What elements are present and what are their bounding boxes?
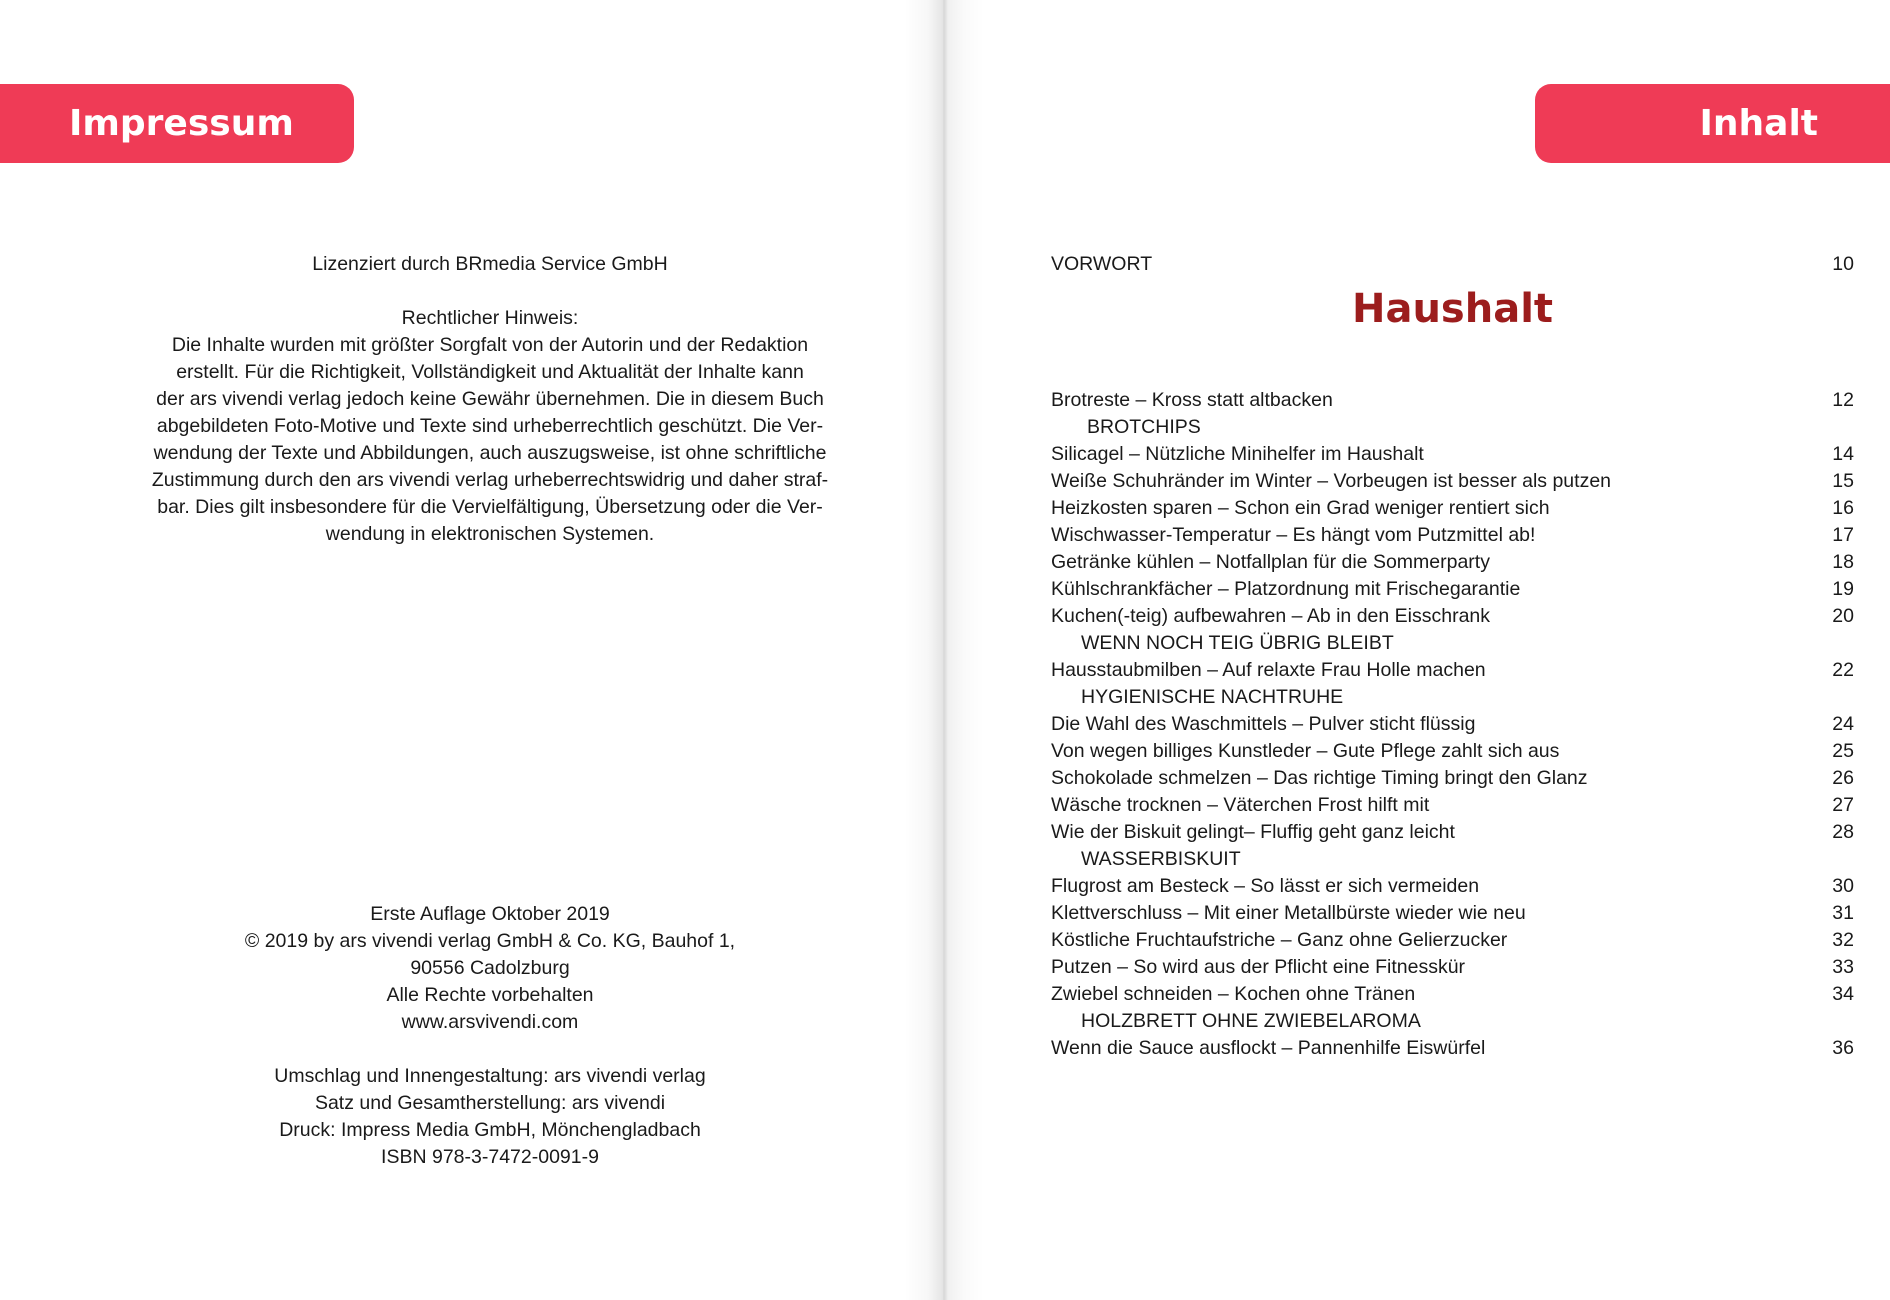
toc-entry-title: Klettverschluss – Mit einer Metallbürste wieder wie neu <box>1051 902 1526 924</box>
toc-entry <box>1051 927 1854 954</box>
toc-entry-title: VORWORT <box>1051 253 1153 275</box>
toc-entry <box>1051 819 1854 846</box>
toc-entry <box>1051 900 1854 927</box>
legal-notice-block <box>120 251 860 548</box>
imprint-tab-label: Impressum <box>69 103 294 144</box>
imprint-tab <box>0 84 354 163</box>
toc-subentry-title: HOLZBRETT OHNE ZWIEBELAROMA <box>1081 1010 1421 1032</box>
rights-line: Alle Rechte vorbehalten <box>386 984 594 1006</box>
toc-subentry-title: HYGIENISCHE NACHTRUHE <box>1081 686 1344 708</box>
toc-entry-page: 19 <box>1832 578 1854 600</box>
toc-subentry <box>1051 414 1854 441</box>
toc-entry-page: 15 <box>1832 470 1854 492</box>
toc-subentry-title: WASSERBISKUIT <box>1081 848 1241 870</box>
toc-entry-title: Flugrost am Besteck – So lässt er sich vermeiden <box>1051 875 1480 897</box>
toc-entry <box>1051 549 1854 576</box>
toc-entry-page: 14 <box>1832 443 1854 465</box>
license-line: Lizenziert durch BRmedia Service GmbH <box>312 253 668 275</box>
toc-entry-title: Weiße Schuhränder im Winter – Vorbeugen ist besser als putzen <box>1051 470 1612 492</box>
website-line: www.arsvivendi.com <box>401 1011 579 1033</box>
toc-entry <box>1051 981 1854 1008</box>
print-line: Druck: Impress Media GmbH, Mönchengladbach <box>279 1119 701 1141</box>
section-title: Haushalt <box>1351 286 1554 332</box>
toc-entry <box>1051 1035 1854 1062</box>
toc-entry-title: Wischwasser-Temperatur – Es hängt vom Putzmittel ab! <box>1051 524 1536 546</box>
toc-entry-page: 36 <box>1832 1037 1854 1059</box>
publication-info-block <box>120 901 860 1171</box>
toc-entry-page: 24 <box>1832 713 1854 735</box>
toc-entry-page: 34 <box>1832 983 1854 1005</box>
toc-entry <box>1051 603 1854 630</box>
isbn-line: ISBN 978-3-7472-0091-9 <box>381 1146 599 1168</box>
toc-entry <box>1051 387 1854 414</box>
address-line: 90556 Cadolzburg <box>410 957 570 979</box>
preface-block <box>1051 251 1854 278</box>
toc-entry-page: 18 <box>1832 551 1854 573</box>
toc-entry <box>1051 657 1854 684</box>
contents-page <box>944 0 1890 1300</box>
legal-line: Zustimmung durch den ars vivendi verlag urheberrechtswidrig und daher straf- <box>151 469 829 491</box>
toc-entry-title: Wenn die Sauce ausflockt – Pannenhilfe Eiswürfel <box>1051 1037 1486 1059</box>
toc-entry-page: 12 <box>1832 389 1854 411</box>
toc-entry-title: Kühlschrankfächer – Platzordnung mit Frischegarantie <box>1051 578 1521 600</box>
toc-subentry <box>1051 846 1854 873</box>
toc-entry <box>1051 441 1854 468</box>
toc-subentry <box>1051 630 1854 657</box>
section-heading-block <box>1051 282 1854 342</box>
toc-entry <box>1051 873 1854 900</box>
cover-design-line: Umschlag und Innengestaltung: ars vivendi verlag <box>274 1065 706 1087</box>
toc-subentry <box>1051 1008 1854 1035</box>
toc-entry <box>1051 792 1854 819</box>
typesetting-line: Satz und Gesamtherstellung: ars vivendi <box>314 1092 666 1114</box>
toc-entry <box>1051 765 1854 792</box>
toc-entry-title: Von wegen billiges Kunstleder – Gute Pflege zahlt sich aus <box>1051 740 1560 762</box>
legal-heading: Rechtlicher Hinweis: <box>401 307 579 329</box>
contents-tab-label: Inhalt <box>1699 103 1818 144</box>
toc-entry-title: Brotreste – Kross statt altbacken <box>1051 389 1333 411</box>
toc-entry-title: Kuchen(-teig) aufbewahren – Ab in den Eisschrank <box>1051 605 1491 627</box>
toc-entry-title: Hausstaubmilben – Auf relaxte Frau Holle machen <box>1051 659 1486 681</box>
toc-entry-title: Köstliche Fruchtaufstriche – Ganz ohne Gelierzucker <box>1051 929 1508 951</box>
toc-subentry <box>1051 684 1854 711</box>
legal-line: abgebildeten Foto-Motive und Texte sind urheberrechtlich geschützt. Die Ver- <box>156 415 824 437</box>
toc-entry <box>1051 576 1854 603</box>
copyright-line: © 2019 by ars vivendi verlag GmbH & Co. KG, Bauhof 1, <box>244 930 736 952</box>
toc-entry <box>1051 522 1854 549</box>
toc-entry-page: 10 <box>1832 253 1854 275</box>
toc-entry-title: Schokolade schmelzen – Das richtige Timing bringt den Glanz <box>1051 767 1588 789</box>
toc-entry-page: 16 <box>1832 497 1854 519</box>
toc-entry-page: 20 <box>1832 605 1854 627</box>
table-of-contents <box>1051 387 1854 1062</box>
legal-line: Die Inhalte wurden mit größter Sorgfalt von der Autorin und der Redaktion <box>171 334 809 356</box>
toc-entry-page: 26 <box>1832 767 1854 789</box>
toc-entry-page: 17 <box>1832 524 1854 546</box>
toc-entry-page: 28 <box>1832 821 1854 843</box>
toc-entry-page: 25 <box>1832 740 1854 762</box>
toc-entry-page: 32 <box>1832 929 1854 951</box>
toc-entry <box>1051 954 1854 981</box>
toc-entry-page: 33 <box>1832 956 1854 978</box>
toc-entry <box>1051 495 1854 522</box>
toc-entry-title: Putzen – So wird aus der Pflicht eine Fitnesskür <box>1051 956 1466 978</box>
toc-entry <box>1051 711 1854 738</box>
toc-entry-title: Die Wahl des Waschmittels – Pulver sticht flüssig <box>1051 713 1476 735</box>
toc-entry-title: Getränke kühlen – Notfallplan für die Sommerparty <box>1051 551 1490 573</box>
toc-subentry-title: WENN NOCH TEIG ÜBRIG BLEIBT <box>1081 632 1394 654</box>
legal-line: bar. Dies gilt insbesondere für die Vervielfältigung, Übersetzung oder die Ver- <box>157 496 823 518</box>
legal-line: wendung der Texte und Abbildungen, auch auszugsweise, ist ohne schriftliche <box>153 442 827 464</box>
toc-entry-page: 30 <box>1832 875 1854 897</box>
legal-line: erstellt. Für die Richtigkeit, Vollständigkeit und Aktualität der Inhalte kann <box>176 361 804 383</box>
toc-entry <box>1051 468 1854 495</box>
imprint-page <box>0 0 944 1300</box>
toc-entry-title: Wäsche trocknen – Väterchen Frost hilft mit <box>1051 794 1430 816</box>
toc-entry-title: Zwiebel schneiden – Kochen ohne Tränen <box>1051 983 1416 1005</box>
toc-entry-title: Silicagel – Nützliche Minihelfer im Haushalt <box>1051 443 1424 465</box>
toc-entry-preface <box>1051 251 1854 278</box>
legal-line: der ars vivendi verlag jedoch keine Gewähr übernehmen. Die in diesem Buch <box>156 388 824 410</box>
toc-entry-title: Heizkosten sparen – Schon ein Grad weniger rentiert sich <box>1051 497 1550 519</box>
toc-entry-page: 31 <box>1832 902 1854 924</box>
toc-subentry-title: BROTCHIPS <box>1087 416 1201 438</box>
toc-entry-page: 22 <box>1832 659 1854 681</box>
toc-entry-page: 27 <box>1832 794 1854 816</box>
legal-line: wendung in elektronischen Systemen. <box>325 523 655 545</box>
contents-tab <box>1535 84 1890 163</box>
toc-entry <box>1051 738 1854 765</box>
toc-entry-title: Wie der Biskuit gelingt– Fluffig geht ganz leicht <box>1051 821 1455 843</box>
edition-line: Erste Auflage Oktober 2019 <box>370 903 610 925</box>
